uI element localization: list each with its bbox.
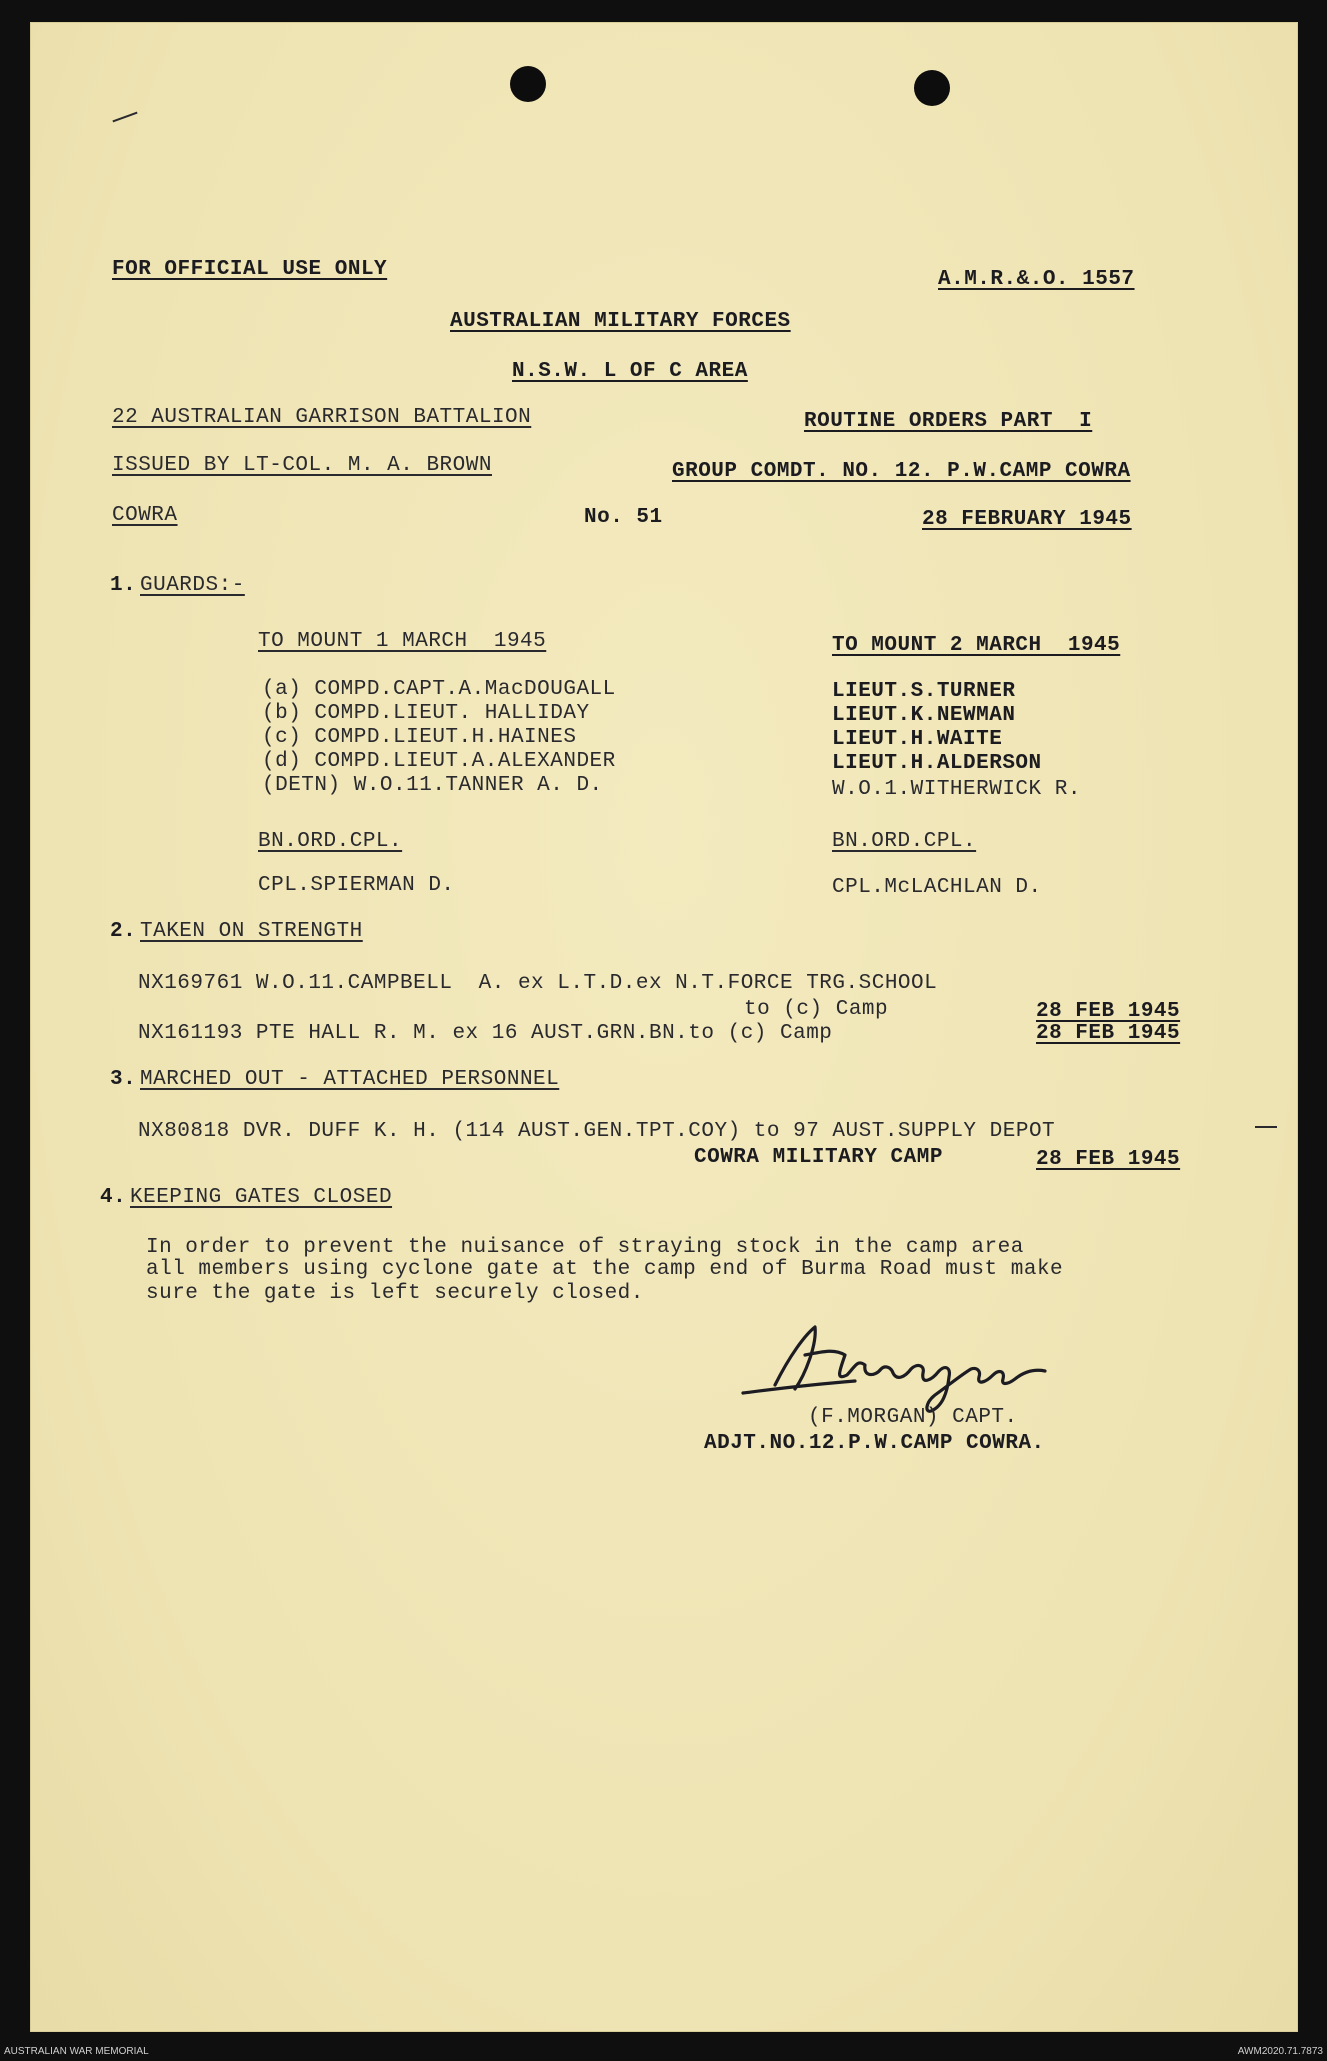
guards-number: 1. (110, 574, 137, 597)
guard-line: W.O.1.WITHERWICK R. (832, 778, 1081, 801)
gates-line-1: In order to prevent the nuisance of straying stock in the camp area (146, 1236, 1024, 1259)
guard-line: (b) COMPD.LIEUT. HALLIDAY (262, 702, 590, 725)
signatory-title: ADJT.NO.12.P.W.CAMP COWRA. (704, 1432, 1045, 1455)
guards-col1-title: TO MOUNT 1 MARCH 1945 (258, 630, 547, 653)
pen-mark (1255, 1126, 1277, 1128)
group-comdt: GROUP COMDT. NO. 12. P.W.CAMP COWRA (672, 460, 1131, 483)
gates-heading: KEEPING GATES CLOSED (130, 1186, 393, 1209)
guard-line: (d) COMPD.LIEUT.A.ALEXANDER (262, 750, 616, 773)
issued-by: ISSUED BY LT-COL. M. A. BROWN (112, 454, 492, 477)
marched-line-1: NX80818 DVR. DUFF K. H. (114 AUST.GEN.TPT.COY) to 97 AUST.SUPPLY DEPOT (138, 1120, 1056, 1143)
marched-number: 3. (110, 1068, 137, 1091)
col2-ord-name: CPL.McLACHLAN D. (832, 876, 1042, 899)
guard-line: LIEUT.H.ALDERSON (832, 752, 1042, 775)
strength-entry-2-date: 28 FEB 1945 (1036, 1022, 1181, 1045)
guard-line: LIEUT.S.TURNER (832, 680, 1016, 703)
order-ref: A.M.R.&.O. 1557 (938, 268, 1135, 291)
guard-line: (a) COMPD.CAPT.A.MacDOUGALL (262, 678, 616, 701)
col1-ord-label: BN.ORD.CPL. (258, 830, 403, 853)
col2-ord-label: BN.ORD.CPL. (832, 830, 977, 853)
marched-heading: MARCHED OUT - ATTACHED PERSONNEL (140, 1068, 560, 1091)
strength-entry-1: NX169761 W.O.11.CAMPBELL A. ex L.T.D.ex N.T.FORCE TRG.SCHOOL (138, 972, 938, 995)
gates-line-3: sure the gate is left securely closed. (146, 1282, 644, 1305)
strength-entry-1-date: 28 FEB 1945 (1036, 1000, 1181, 1023)
gates-number: 4. (100, 1186, 127, 1209)
classification: FOR OFFICIAL USE ONLY (112, 258, 388, 281)
guards-heading: GUARDS:- (140, 574, 245, 597)
guard-line: LIEUT.K.NEWMAN (832, 704, 1016, 727)
punch-hole (914, 70, 950, 106)
punch-hole (510, 66, 546, 102)
marched-line-2: COWRA MILITARY CAMP (694, 1146, 943, 1169)
handwritten-signature (735, 1315, 1095, 1415)
strength-entry-1-dest: to (c) Camp (744, 998, 889, 1021)
area-title: N.S.W. L OF C AREA (512, 360, 748, 383)
col1-ord-name: CPL.SPIERMAN D. (258, 874, 455, 897)
battalion: 22 AUSTRALIAN GARRISON BATTALION (112, 406, 532, 429)
signatory-name: (F.MORGAN) CAPT. (808, 1406, 1018, 1429)
footer-accession: AWM2020.71.7873 (1237, 2046, 1323, 2057)
order-date: 28 FEBRUARY 1945 (922, 508, 1132, 531)
marched-date: 28 FEB 1945 (1036, 1148, 1181, 1171)
guard-line: (c) COMPD.LIEUT.H.HAINES (262, 726, 577, 749)
strength-entry-2: NX161193 PTE HALL R. M. ex 16 AUST.GRN.BN.to (c) Camp (138, 1022, 833, 1045)
strength-heading: TAKEN ON STRENGTH (140, 920, 363, 943)
guards-col2-title: TO MOUNT 2 MARCH 1945 (832, 634, 1121, 657)
place: COWRA (112, 504, 178, 527)
gates-line-2: all members using cyclone gate at the camp end of Burma Road must make (146, 1258, 1064, 1281)
orders-part: ROUTINE ORDERS PART I (804, 410, 1093, 433)
strength-number: 2. (110, 920, 137, 943)
guard-line: LIEUT.H.WAITE (832, 728, 1003, 751)
guard-line: (DETN) W.O.11.TANNER A. D. (262, 774, 603, 797)
footer-source: AUSTRALIAN WAR MEMORIAL (4, 2046, 149, 2057)
forces-title: AUSTRALIAN MILITARY FORCES (450, 310, 791, 333)
order-number: No. 51 (584, 506, 663, 529)
